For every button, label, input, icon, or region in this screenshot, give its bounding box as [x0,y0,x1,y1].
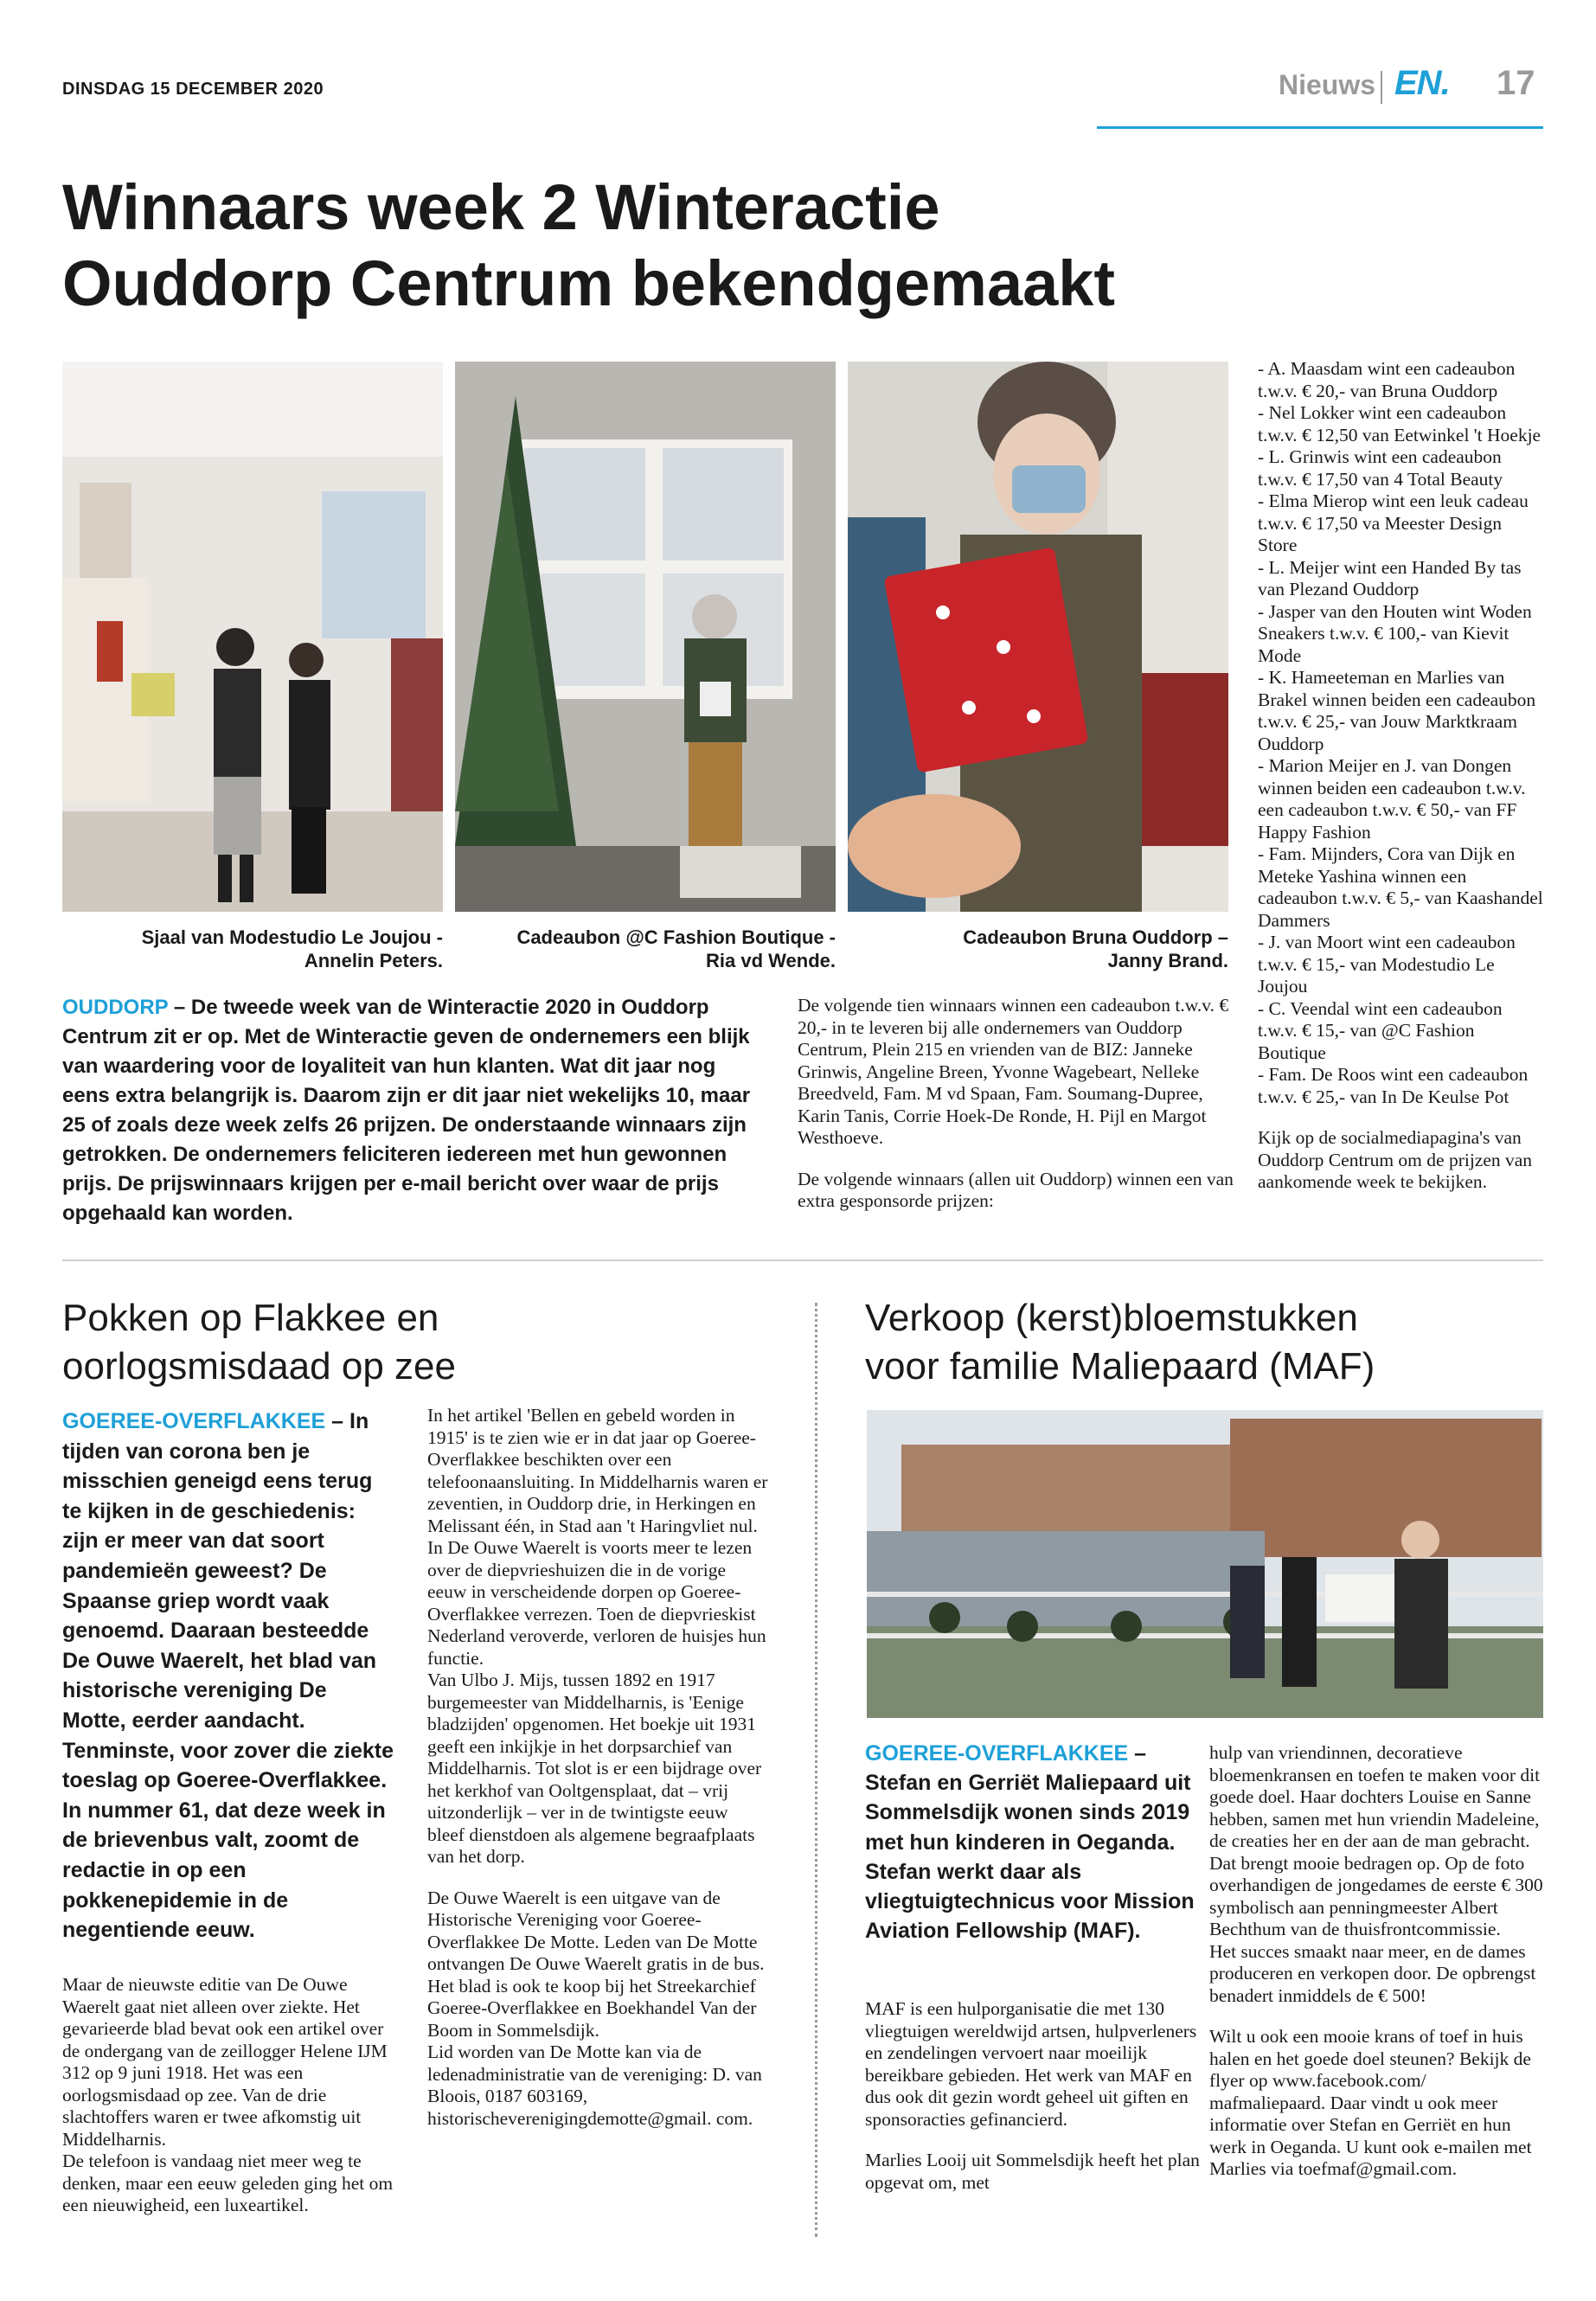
maf-col1 [865,1998,1211,2194]
maf-kicker: GOEREE-OVERFLAKKEE [865,1741,1129,1766]
main-headline-line1: Winnaars week 2 Winteractie [62,171,940,243]
pokken-lead [62,1407,396,1945]
winner-item: - A. Maasdam wint een cadeaubon t.w.v. € 20,- van Bruna Ouddorp [1258,358,1516,401]
maf-col2-p2: Het succes smaakt naar meer, en de dames produceren en verkopen door. De opbrengst benadert inmiddels de € 500! [1209,1940,1536,2006]
newspaper-logo: EN. [1394,64,1450,102]
pokken-col2-p2: In De Ouwe Waerelt is voorts meer te lezen over de diepvrieshuizen die in de vorige eeuw in verscheidende dorpen op Goeree-Overflakkee verrezen. Toen de diepvrieskist Nederland veroverde, verloren de huisjes hun functie. [427,1537,766,1669]
pokken-col1 [62,1974,400,2217]
winner-item: - L. Grinwis wint een cadeaubon t.w.v. € 17,50 van 4 Total Beauty [1258,446,1503,490]
header-rule [1097,126,1543,129]
caption-3-line2: Janny Brand. [1107,950,1228,971]
pokken-col2 [427,1405,768,2130]
photo-modestudio [62,362,443,912]
main-kicker: OUDDORP [62,996,169,1019]
pokken-headline-line1: Pokken op Flakkee en [62,1297,439,1339]
column-divider [815,1303,817,2237]
caption-photo-1 [62,926,443,972]
photo-cfashion [455,362,836,912]
winner-item: - Fam. De Roos wint een cadeaubon t.w.v. € 25,- van In De Keulse Pot [1258,1064,1529,1107]
main-intro [62,993,760,1228]
pokken-col2-p3: Van Ulbo J. Mijs, tussen 1892 en 1917 burgemeester van Middelharnis, is 'Eenige bladzijden' opgenomen. Het boekje uit 1931 geeft een inkijkje in het dorpsarchief van Middelharnis. Tot slot is er een bijdrage over het kerkhof van Ooltgensplaat, dat – vrij uitzonderlijk – ver in de twintigste eeuw bleef dienstdoen als algemene begraafplaats van het dorp. [427,1670,762,1867]
maf-col2 [1209,1742,1543,2181]
pokken-col1-p2: De telefoon is vandaag niet meer weg te denken, maar een eeuw geleden ging het om een nieuwigheid, een luxeartikel. [62,2150,394,2215]
main-col2 [798,995,1234,1213]
maf-col2-p3: Wilt u ook een mooie krans of toef in huis halen en het goede doel steunen? Bekijk de flyer op www.facebook.com/ mafmaliepaard. Daar vindt u ook meer informatie over Stefan en Gerriët en hun werk in Oeganda. U kunt ook e-mailen met Marlies via toefmaf@gmail.com. [1209,2026,1532,2179]
winner-item: - Jasper van den Houten wint Woden Sneakers t.w.v. € 100,- van Kievit Mode [1258,600,1532,666]
winner-item: - C. Veendal wint een cadeaubon t.w.v. € 15,- van @C Fashion Boutique [1258,997,1503,1063]
winner-item: - Fam. Mijnders, Cora van Dijk en Meteke Yashina winnen een cadeaubon t.w.v. € 5,- van Kaashandel Dammers [1258,843,1543,931]
pokken-col1-p1: Maar de nieuwste editie van De Ouwe Waerelt gaat niet alleen over ziekte. Het gevarieerde blad bevat ook een artikel over de ondergang van de zeillogger Helene IJM 312 op 9 juni 1918. Het was een oorlogsmisdaad op zee. Van de drie slachtoffers waren er twee afkomstig uit Middelharnis. [62,1974,388,2150]
pokken-lead-text: – In tijden van corona ben je misschien geneigd eens terug te kijken in de geschiedenis: zijn er meer van dat soort pandemieën geweest? De Spaanse griep wordt vaak genoemd. Daaraan besteedde De Ouwe Waerelt, het blad van historische vereniging De Motte, eerder aandacht. Tenminste, voor zover die ziekte toeslag op Goeree-Overflakkee. In nummer 61, dat deze week in de brievenbus valt, zoomt de redactie in op een pokkenepidemie in de negentiende eeuw. [62,1409,394,1943]
maf-col1-p2: Marlies Looij uit Sommelsdijk heeft het plan opgevat om, met [865,2150,1200,2193]
winner-item: - J. van Moort wint een cadeaubon t.w.v. € 15,- van Modestudio Le Joujou [1258,932,1516,997]
main-headline [62,170,1308,322]
caption-1-line1: Sjaal van Modestudio Le Joujou - [141,926,443,948]
caption-photo-3 [848,926,1228,972]
main-closing: Kijk op de socialmediapagina's van Ouddorp Centrum om de prijzen van aankomende week te bekijken. [1258,1127,1533,1192]
maf-headline [865,1294,1543,1391]
main-col2-p1: De volgende tien winnaars winnen een cadeaubon t.w.v. € 20,- in te leveren bij alle ondernemers van Ouddorp Centrum, Plein 215 en vrienden van de BIZ: Janneke Grinwis, Angeline Breen, Yvonne Wagebeart, Nelleke Breedveld, Fam. M vd Spaan, Fam. Soumang-Dupree, Karin Tanis, Corrie Hoek-De Ronde, H. Pijl en Margot Westhoeve. [798,995,1229,1148]
caption-3-line1: Cadeaubon Bruna Ouddorp – [963,926,1228,948]
pokken-col2-p5: Lid worden van De Motte kan via de ledenadministratie van de vereniging: D. van Bloois, 0187 603169, historischeverenigingdemotte@gmail. com. [427,2041,762,2129]
main-col2-p2: De volgende winnaars (allen uit Ouddorp) winnen een van extra gesponsorde prijzen: [798,1168,1234,1211]
maf-col1-p1: MAF is een hulporganisatie die met 130 vliegtuigen wereldwijd artsen, hulpverleners en zendelingen vervoert naar moeilijk bereikbare gebieden. Het werk van MAF en dus ook dit gezin wordt geheel uit giften en sponsoracties gefinancierd. [865,1998,1197,2130]
winner-item: - K. Hameeteman en Marlies van Brakel winnen beiden een cadeaubon t.w.v. € 25,- van Jouw Marktkraam Ouddorp [1258,667,1536,754]
pokken-headline [62,1294,720,1391]
caption-1-line2: Annelin Peters. [304,950,443,971]
winners-list [1258,358,1543,1194]
pokken-kicker: GOEREE-OVERFLAKKEE [62,1409,326,1433]
winner-item: - Marion Meijer en J. van Dongen winnen beiden een cadeaubon t.w.v. een cadeaubon t.w.v. € 50,- van FF Happy Fashion [1258,755,1526,843]
header-divider [1381,71,1382,104]
winner-item: - L. Meijer wint een Handed By tas van Plezand Ouddorp [1258,556,1522,599]
main-headline-line2: Ouddorp Centrum bekendgemaakt [62,247,1116,319]
pokken-headline-line2: oorlogsmisdaad op zee [62,1345,456,1388]
page-number: 17 [1497,64,1535,102]
photo-bruna [848,362,1228,912]
maf-lead [865,1739,1211,1945]
caption-photo-2 [455,926,836,972]
maf-col2-p1: hulp van vriendinnen, decoratieve bloemenkransen en toefen te maken voor dit goede doel. Haar dochters Louise en Sanne hebben, samen met hun vriendin Madeleine, de creaties her en der aan de man gebracht. Dat brengt mooie bedragen op. Op de foto overhandigen de jongedames de eerste € 300 symbolisch aan penningmeester Albert Bechthum van de thuisfrontcommissie. [1209,1742,1543,1939]
caption-2-line2: Ria vd Wende. [706,950,836,971]
winner-item: - Elma Mierop wint een leuk cadeau t.w.v. € 17,50 va Meester Design Store [1258,490,1529,555]
winner-item: - Nel Lokker wint een cadeaubon t.w.v. € 12,50 van Eetwinkel 't Hoekje [1258,402,1542,445]
caption-2-line1: Cadeaubon @C Fashion Boutique - [516,926,836,948]
maf-lead-text: – Stefan en Gerriët Maliepaard uit Sommelsdijk wonen sinds 2019 met hun kinderen in Oeganda. Stefan werkt daar als vliegtuigtechnicus voor Mission Aviation Fellowship (MAF). [865,1741,1195,1944]
pokken-col2-p4: De Ouwe Waerelt is een uitgave van de Historische Vereniging voor Goeree-Overflakkee De Motte. Leden van De Motte ontvangen De Ouwe Waerelt gratis in de bus. Het blad is ook te koop bij het Streekarchief Goeree-Overflakkee en Boekhandel Van der Boom in Sommelsdijk. [427,1887,765,2041]
photo-maf-canal [867,1410,1543,1718]
maf-headline-line1: Verkoop (kerst)bloemstukken [865,1297,1358,1339]
page-date: DINSDAG 15 DECEMBER 2020 [62,80,324,99]
pokken-col2-p1: In het artikel 'Bellen en gebeld worden in 1915' is te zien wie er in dat jaar op Goeree-Overflakkee beschikten over een telefoonaansluiting. In Middelharnis waren er zeventien, in Ouddorp drie, in Herkingen en Melissant één, in Stad aan 't Haringvliet nul. [427,1405,768,1536]
section-label: Nieuws [1279,69,1376,100]
section-divider [62,1259,1543,1261]
maf-headline-line2: voor familie Maliepaard (MAF) [865,1345,1375,1388]
main-intro-text: – De tweede week van de Winteractie 2020 in Ouddorp Centrum zit er op. Met de Winteractie geven de ondernemers een blijk van waardering voor de loyaliteit van hun klanten. Wat dit jaar nog eens extra belangrijk is. Daarom zijn er dit jaar niet wekelijks 10, maar 25 of zoals deze week zelfs 26 prijzen. De onderstaande winnaars zijn getrokken. De ondernemers feliciteren iedereen met hun gewonnen prijs. De prijswinnaars krijgen per e-mail bericht over waar de prijs opgehaald kan worden. [62,996,751,1225]
